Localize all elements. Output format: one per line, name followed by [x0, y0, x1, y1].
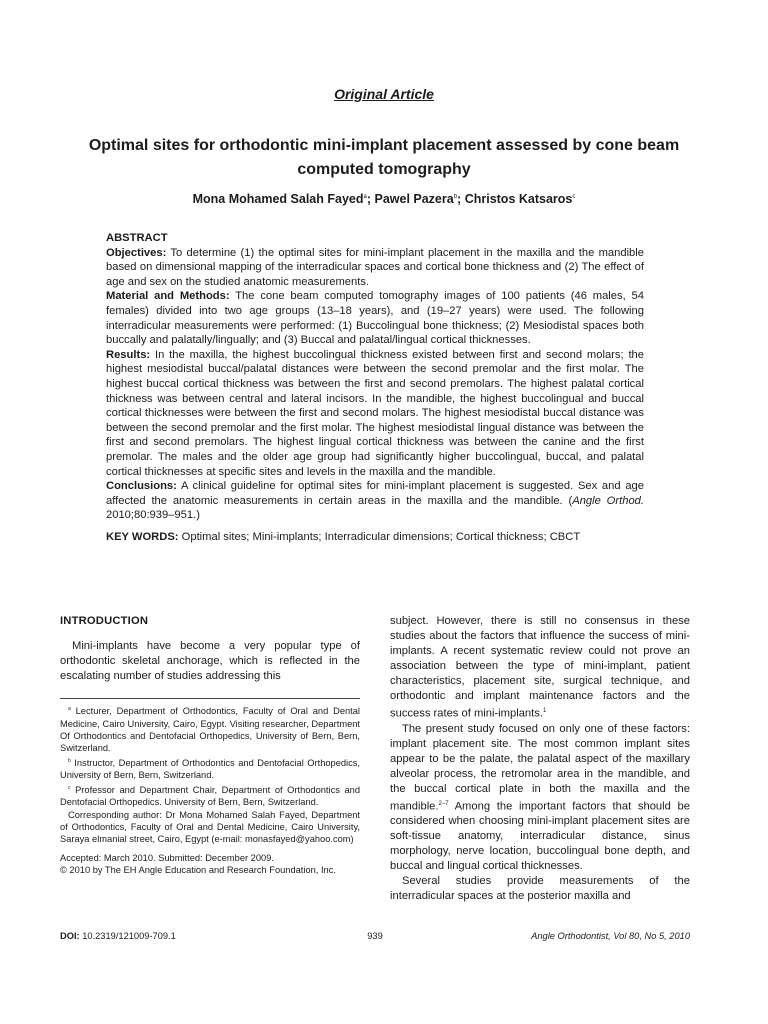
copyright: © 2010 by The EH Angle Education and Research Foundation, Inc.	[60, 865, 336, 876]
accepted-date: Accepted: March 2010. Submitted: December 2009.	[60, 852, 274, 863]
abstract-heading: ABSTRACT	[106, 232, 168, 244]
author-name: Christos Katsaros	[464, 192, 573, 206]
intro-paragraph: subject. However, there is still no consensus in these studies about the factors that influence the success of mini-implants. A recent systematic review could not prove an association between the type of mini-implant, patient characteristics, placement site, surgical technique, and orthodontic and implant maintenance factors and the success rates of mini-implants.$^1$	[390, 615, 690, 720]
author-name: Mona Mohamed Salah Fayed	[192, 192, 364, 206]
abstract-conclusions: Conclusions: A clinical guideline for optimal sites for mini-implant placement is suggested. Sex and age affected the anatomic measurements in certain areas in the maxilla and the mandible. (Angle Orthod. 2010;80:939–951.)	[106, 480, 644, 522]
footnote: $^c$ Professor and Department Chair, Department of Orthodontics and Dentofacial Orthopedics. University of Bern, Bern, Switzerland.	[60, 784, 360, 808]
author-name: Pawel Pazera	[374, 192, 454, 206]
page-number: 939	[367, 931, 383, 941]
author-list: Mona Mohamed Salah Fayed$^a$; Pawel Pazera$^b$; Christos Katsaros$^c$	[192, 192, 576, 206]
article-title: Optimal sites for orthodontic mini-implant placement assessed by cone beam computed tomography	[88, 137, 680, 178]
page-footer	[60, 931, 690, 945]
citation-journal: Angle Orthod.	[572, 494, 644, 507]
author-affil-mark: a	[363, 193, 367, 200]
right-column	[390, 614, 690, 904]
intro-paragraph: The present study focused on only one of these factors: implant placement site. The most common implant sites appear to be the palate, the palatal aspect of the maxillary alveolar process, the retromolar area in the mandible, and the buccal cortical plate in both the maxilla and the mandible.$^{2-7}$ Among the important factors that should be considered when choosing mini-implant placement sites are soft-tissue anatomy, interradicular distance, sinus morphology, nerve location, buccolingual bone depth, and buccal and lingual cortical thicknesses.	[390, 722, 690, 873]
reference-marker: 2–7	[438, 800, 449, 807]
abstract	[106, 231, 644, 544]
intro-paragraph: Mini-implants have become a very popular type of orthodontic skeletal anchorage, which is reflected in the escalating number of studies addressing this	[60, 640, 360, 682]
affiliation-footnotes	[60, 698, 360, 877]
article-type: Original Article	[334, 86, 434, 102]
author-affil-mark: c	[572, 193, 576, 200]
intro-paragraph: Several studies provide measurements of the interradicular spaces at the posterior maxilla and	[390, 875, 690, 903]
doi: DOI: 10.2319/121009-709.1	[60, 931, 176, 941]
corresponding-author: Corresponding author: Dr Mona Mohamed Salah Fayed, Department of Orthodontics, Faculty of Oral and Dental Medicine, Cairo University, Saraya elmanial street, Cairo, Egypt (e-mail: monasfayed@yahoo.com)	[60, 809, 360, 845]
keywords: KEY WORDS: Optimal sites; Mini-implants; Interradicular dimensions; Cortical thickness; CBCT	[106, 530, 581, 543]
abstract-results: Results: In the maxilla, the highest buccolingual thickness existed between first and second molars; the highest mesiodistal buccal/palatal distances were between the second premolar and the first molar. The highest buccal cortical thickness was between the first and second premolars. The highest palatal cortical thickness was between central and lateral incisors. In the mandible, the highest buccolingual and buccal cortical thicknesses were between the first and second molars. The highest mesiodistal buccal distance was between the second premolar and the first molar. The highest mesiodistal lingual distance was between the first and second premolars. The highest lingual cortical thickness was between the canine and the first premolar. The males and the older age group had significantly higher buccolingual, buccal, and palatal cortical thicknesses at specific sites and levels in the maxilla and the mandible.	[106, 348, 644, 478]
abstract-objectives: Objectives: To determine (1) the optimal sites for mini-implant placement in the maxilla and the mandible based on dimensional mapping of the interradicular spaces and cortical bone thickness and (2) The effect of age and sex on the studied anatomic measurements.	[106, 246, 644, 288]
author-affil-mark: b	[453, 193, 458, 200]
footnote: $^a$ Lecturer, Department of Orthodontics, Faculty of Oral and Dental Medicine, Cairo University, Cairo, Egypt. Visiting researcher, Department Of Orthodontics and Dentofacial Orthopedics, University of Bern, Bern, Switzerland.	[60, 706, 360, 754]
abstract-methods: Material and Methods: The cone beam computed tomography images of 100 patients (46 males, 54 females) divided into two age groups (13–18 years), and (19–27 years) were used. The following interradicular measurements were performed: (1) Buccolingual bone thickness; (2) Mesiodistal spaces both buccally and palatally/lingually; and (3) Buccal and palatal/lingual cortical thicknesses.	[106, 290, 645, 347]
journal-info: Angle Orthodontist, Vol 80, No 5, 2010	[531, 931, 690, 941]
left-column	[60, 614, 360, 684]
reference-marker: 1	[542, 708, 547, 714]
footnote: $^b$ Instructor, Department of Orthodontics and Dentofacial Orthopedics, University of Bern, Bern, Switzerland.	[60, 757, 360, 781]
section-heading-introduction: INTRODUCTION	[60, 615, 149, 627]
